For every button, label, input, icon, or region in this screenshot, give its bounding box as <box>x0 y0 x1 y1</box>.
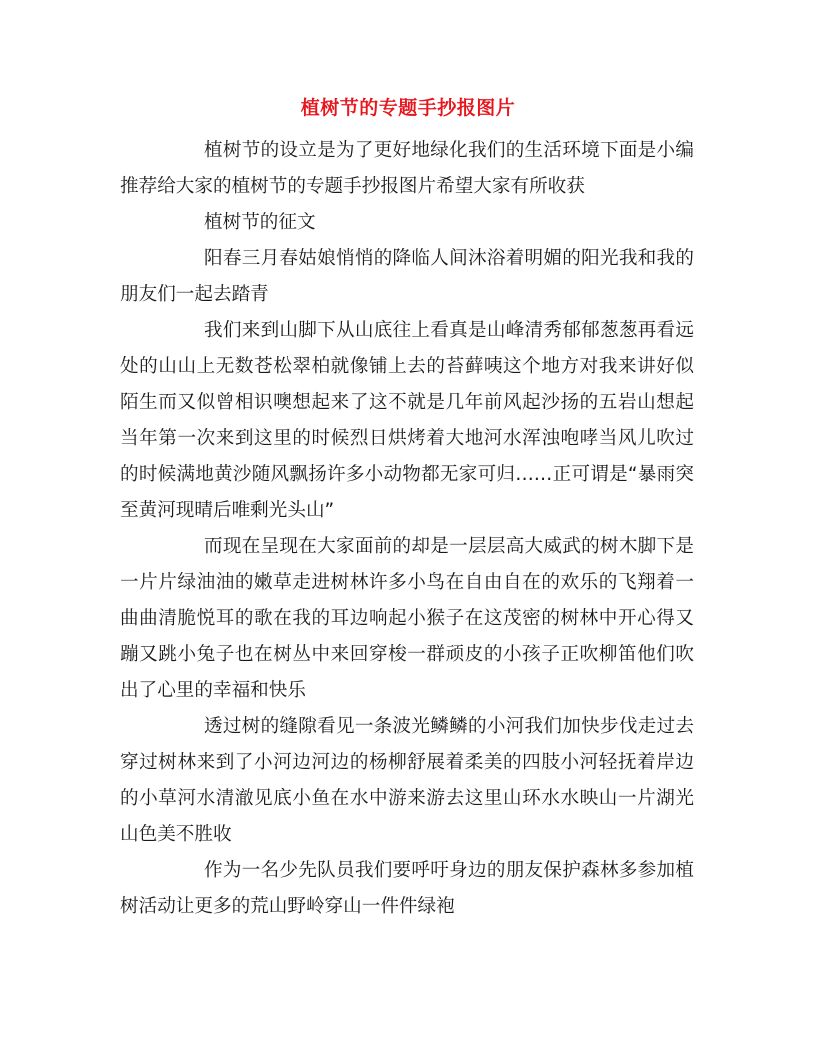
paragraph-closing: 作为一名少先队员我们要呼吁身边的朋友保护森林多参加植树活动让更多的荒山野岭穿山一件件绿袍 <box>120 860 694 917</box>
paragraph-forest: 而现在呈现在大家面前的却是一层层高大威武的树木脚下是一片片绿油油的嫩草走进树林许多小鸟在自由自在的欢乐的飞翔着一曲曲清脆悦耳的歌在我的耳边响起小猴子在这茂密的树林中开心得又蹦又跳小兔子也在树丛中来回穿梭一群顽皮的小孩子正吹柳笛他们吹出了心里的幸福和快乐 <box>120 536 694 701</box>
paragraph-river: 透过树的缝隙看见一条波光鳞鳞的小河我们加快步伐走过去穿过树林来到了小河边河边的杨柳舒展着柔美的四肢小河轻抚着岸边的小草河水清澈见底小鱼在水中游来游去这里山环水水映山一片湖光山色美不胜收 <box>120 716 694 845</box>
document-body <box>120 133 694 925</box>
paragraph-mountain: 我们来到山脚下从山底往上看真是山峰清秀郁郁葱葱再看远处的山山上无数苍松翠柏就像铺上去的苔藓咦这个地方对我来讲好似陌生而又似曾相识噢想起来了这不就是几年前风起沙扬的五岩山想起当年第一次来到这里的时候烈日烘烤着大地河水浑浊咆哮当风儿吹过的时候满地黄沙随风飘扬许多小动物都无家可归……正可谓是“暴雨突至黄河现晴后唯剩光头山” <box>120 320 694 521</box>
paragraph-subtitle: 植树节的征文 <box>204 212 316 233</box>
paragraph-intro: 植树节的设立是为了更好地绿化我们的生活环境下面是小编推荐给大家的植树节的专题手抄报图片希望大家有所收获 <box>120 140 694 197</box>
document-title: 植树节的专题手抄报图片 <box>300 97 516 119</box>
paragraph-spring: 阳春三月春姑娘悄悄的降临人间沐浴着明媚的阳光我和我的朋友们一起去踏青 <box>120 248 694 305</box>
